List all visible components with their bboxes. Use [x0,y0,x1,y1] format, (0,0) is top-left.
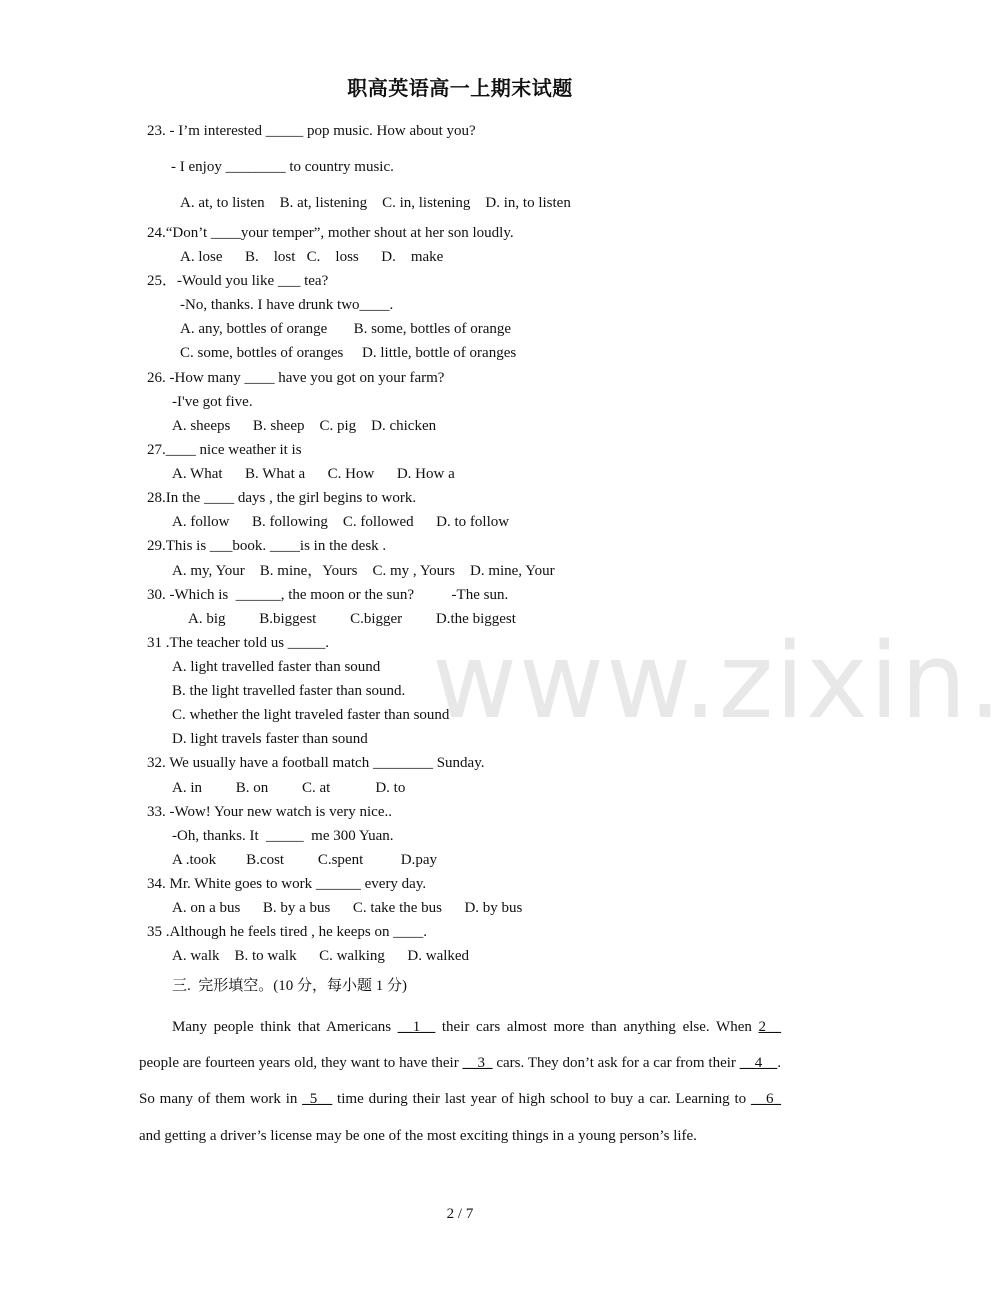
question-line: A. any, bottles of orange B. some, bottles of orange [180,321,512,337]
question-line: B. the light travelled faster than sound. [172,683,406,699]
question-line: D. light travels faster than sound [172,731,368,747]
question-line: A. in B. on C. at D. to [172,780,406,796]
question-line: A. What B. What a C. How D. How a [172,466,455,482]
question-line: A. walk B. to walk C. walking D. walked [172,948,470,964]
question-line: 30. -Which is ______, the moon or the sun? -The sun. [147,587,509,603]
question-line: 25．-Would you like ___ tea? [147,273,329,289]
cloze-text: cars. They don’t ask for a car from their [492,1055,740,1072]
question-line: -Oh, thanks. It _____ me 300 Yuan. [172,828,394,844]
question-line: -I've got five. [172,394,253,410]
cloze-text: their cars almost more than anything else. When [435,1019,759,1035]
page-title: 职高英语高一上期末试题 [347,76,573,100]
question-line: 31 .The teacher told us _____. [147,635,330,651]
question-line: A. follow B. following C. followed D. to follow [172,514,510,530]
cloze-text: and getting a driver’s license may be one of the most exciting things in a young person’s life. [139,1127,697,1144]
question-line: A. at, to listen B. at, listening C. in, listening D. in, to listen [180,195,571,211]
question-line: A. light travelled faster than sound [172,659,381,675]
question-line: 32. We usually have a football match ________ Sunday. [147,755,485,771]
cloze-text: time during their last year of high school to buy a car. Learning to [332,1091,751,1108]
question-line: C. some, bottles of oranges D. little, bottle of oranges [180,345,517,361]
question-line: 29.This is ___book. ____is in the desk . [147,538,387,554]
question-line: 35 .Although he feels tired , he keeps on ____. [147,924,427,940]
question-line: A .took B.cost C.spent D.pay [172,852,437,868]
question-line: - I enjoy ________ to country music. [171,159,394,175]
cloze-blank-3: __3_ [462,1055,493,1072]
question-line: A. sheeps B. sheep C. pig D. chicken [172,418,437,434]
question-line: 28.In the ____ days , the girl begins to work. [147,490,417,506]
watermark-text: www.zixin. [432,620,1004,742]
cloze-blank-1: __1__ [397,1019,436,1035]
cloze-text: . So many of them work in [139,1055,781,1108]
question-line: 33. -Wow! Your new watch is very nice.. [147,804,392,820]
cloze-text: people are fourteen years old, they want to have their [139,1055,463,1072]
cloze-blank-5: _5__ [302,1091,333,1108]
question-line: A. on a bus B. by a bus C. take the bus D. by bus [172,900,523,916]
question-line: A. my, Your B. mine，Yours C. my , Yours D. mine, Your [172,563,555,579]
question-line: A. big B.biggest C.bigger D.the biggest [188,611,516,627]
cloze-blank-6: __6_ [751,1091,781,1108]
question-line: 24.“Don’t ____your temper”, mother shout at her son loudly. [147,225,514,241]
question-line: C. whether the light traveled faster than sound [172,707,450,723]
cloze-passage [139,1009,781,1154]
question-line: A. lose B. lost C. loss D. make [180,249,444,265]
question-line: 23. - I’m interested _____ pop music. How about you? [147,123,476,139]
question-line: 34. Mr. White goes to work ______ every day. [147,876,427,892]
question-line: 三. 完形填空。(10 分，每小题 1 分) [172,978,407,994]
cloze-blank-2: 2__ [758,1019,782,1035]
question-line: -No, thanks. I have drunk two____. [180,297,394,313]
question-line: 26. -How many ____ have you got on your farm? [147,370,445,386]
page-number: 2 / 7 [446,1206,474,1222]
question-line: 27.____ nice weather it is [147,442,302,458]
cloze-blank-4: __4__ [739,1055,778,1072]
cloze-text: Many people think that Americans [172,1019,398,1035]
